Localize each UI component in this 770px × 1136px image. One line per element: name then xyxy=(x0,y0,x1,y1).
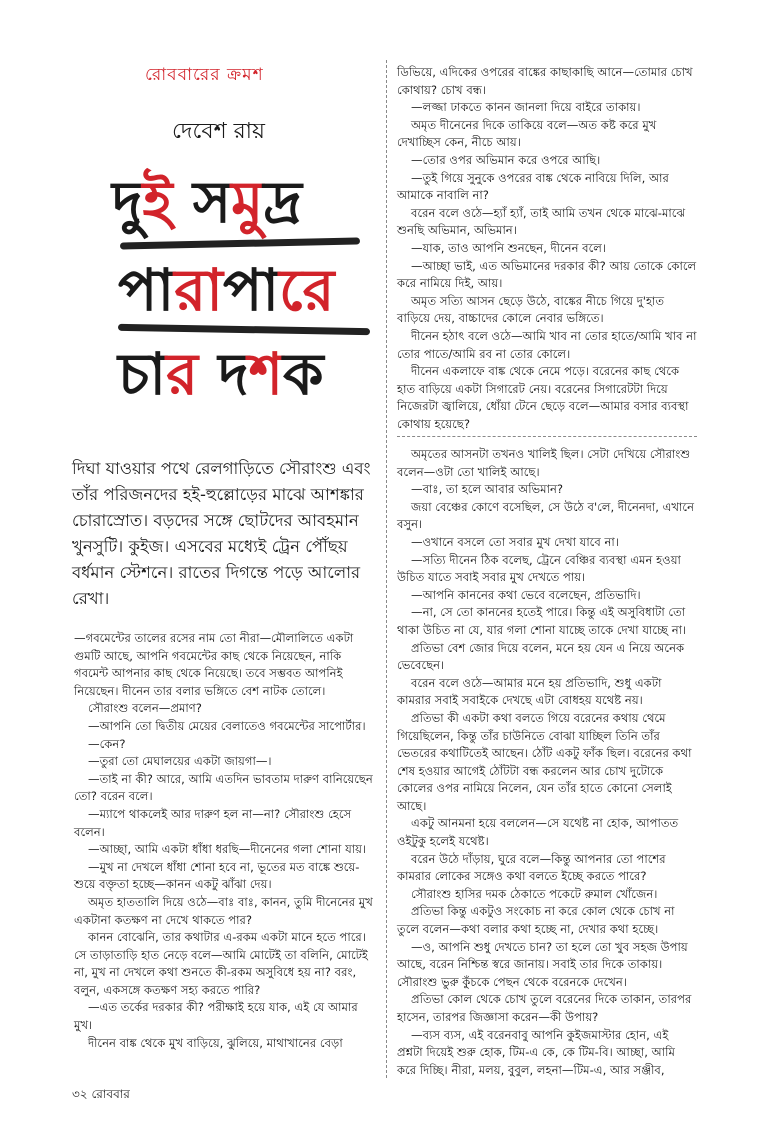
headline-line3-segment: র xyxy=(166,340,199,408)
paragraph: —আপনি কাননের কথা ভেবে বলেছেন, প্রতিভাদি। xyxy=(411,587,641,602)
left-column xyxy=(74,630,374,1052)
paragraph: জয়া বেঞ্চের কোণে বসেছিল, সে উঠে ব'লে, দীনেনদা, এখানে বসুন। xyxy=(397,499,694,532)
headline-line2-segment: পা xyxy=(222,256,280,324)
headline-line1-segment: দু xyxy=(112,168,143,236)
paragraph: —কেন? xyxy=(88,736,126,751)
paragraph: দীনেন একলাফে বাঙ্ক থেকে নেমে পড়ে। বরেনের কাছ থেকে হাত বাড়িয়ে একটা সিগারেট নেয়। বরেনের সিগারেটটা দিয়ে নিজেরটা জ্বালিয়ে, ধোঁয়া টেনে ছেড়ে বলে—আমার বসার ব্যবস্থা কোথায় হয়েছে? xyxy=(397,364,689,431)
headline-line-1 xyxy=(112,158,302,255)
section-divider xyxy=(397,436,697,437)
paragraph: —তুই গিয়ে সুনুকে ওপরের বাঙ্ক থেকে নাবিয়ে দিলি, আর আমাকে নাবালি না? xyxy=(397,170,669,203)
headline-line2-segment: পা xyxy=(118,256,175,324)
paragraph: প্রতিভা কী একটা কথা বলতে গিয়ে বরেনের কথায় থেমে গিয়েছিলেন, কিন্তু তাঁর চাউনিতে বোঝা যাচ্ছিল তিনি তাঁর ভেতরের কথাটিতেই আছেন। ঠোঁট একটু ফাঁক ছিল। বরেনের কথা শেষ হওয়ার আগেই ঠোঁটটা বন্ধ করলেন আর চোখ দুটোকে কোলের ওপর নামিয়ে নিলেন, যেন তাঁর হাতে কোনো সেলাই আছে। xyxy=(397,710,692,813)
right-column-top xyxy=(397,64,697,433)
headline-line2-segment: রা xyxy=(174,256,223,324)
paragraph: —আপনি তো দ্বিতীয় মেয়ের বেলাতেও গবমেন্টের সাপোর্টার। xyxy=(88,718,366,733)
paragraph: —ব্যস ব্যস, এই বরেনবাবু আপনি কুইজমাস্টার হোন, এই প্রশ্নটা দিয়েই শুরু হোক, টিম-এ কে, কে টিম-বি। আচ্ছা, আমি করে দিচ্ছি। নীরা, মলয়, বুবুল, লহনা—টিম-এ, আর সঞ্জীব, xyxy=(397,1027,675,1077)
page-number: ৩২ xyxy=(72,1087,88,1101)
paragraph: —এত তর্কের দরকার কী? পরীক্ষাই হয়ে যাক, এই যে আমার মুখ। xyxy=(74,1000,358,1033)
paragraph: বরেন বলে ওঠে—হ্যাঁ হ্যাঁ, তাই আমি তখন থেকে মাঝে-মাঝে শুনছি অভিমান, অভিমান। xyxy=(397,205,686,238)
headline-line3-segment: দ xyxy=(198,340,249,408)
paragraph: —গবমেন্টের তালের রসের নাম তো নীরা—মৌলালিতে একটা গুমটি আছে, আপনি গবমেন্টের কাছ থেকে নিয়েছেন, নাকি গবমেন্ট আপনার কাছ থেকে নিয়েছে। তবে সম্ভবত আপনিই নিয়েছেন। দীনেন তার বলার ভঙ্গিতে বেশ নাটক তোলে। xyxy=(74,631,354,698)
paragraph: —ও, আপনি শুধু দেখতে চান? তা হলে তো খুব সহজ উপায় আছে, বরেন নিশ্চিন্ত স্বরে জানায়। সবাই তার দিকে তাকায়। সৌরাংশু ভুরু কুঁচকে পেছন থেকে বরেনকে দেখেন। xyxy=(397,939,688,989)
paragraph: দীনেন বাঙ্ক থেকে মুখ বাড়িয়ে, ঝুলিয়ে, মাথাখানের বেড়া xyxy=(88,1035,343,1050)
paragraph: কানন বোঝেনি, তার কথাটার এ-রকম একটা মানে হতে পারে। সে তাড়াতাড়ি হাত নেড়ে বলে—আমি মোটেই তা বলিনি, মোটেই না, মুখ না দেখলে কথা শুনতে কী-রকম অসুবিধে হয় না? বরং, বলুন, একসঙ্গে কতক্ষণ সহ্য করতে পারি? xyxy=(74,930,368,997)
paragraph: —লজ্জা ঢাকতে কানন জানলা দিয়ে বাইরে তাকায়। xyxy=(411,100,641,115)
paragraph: সৌরাংশু বলেন—প্রমাণ? xyxy=(88,701,202,716)
paragraph: বরেন বলে ওঠে—আমার মনে হয় প্রতিভাদি, শুধু একটা কামরার সবাই সবাইকে দেখছে এটা বোধহয় যথেষ্ট নয়। xyxy=(397,675,662,708)
paragraph: অমৃত সত্যি আসন ছেড়ে উঠে, বাঙ্কের নীচে গিয়ে দু'হাত বাড়িয়ে দেয়, বাচ্চাদের কোলে নেবার ভঙ্গিতে। xyxy=(397,293,665,326)
paragraph: —বাঃ, তা হলে আবার অভিমান? xyxy=(411,482,564,497)
paragraph: প্রতিভা কিন্তু একটুও সংকোচ না করে কোল থেকে চোখ না তুলে বলেন—কথা বলার কথা হচ্ছে না, দেখার কথা হচ্ছে। xyxy=(397,904,675,937)
paragraph: —আচ্ছা ভাই, এত অভিমানের দরকার কী? আয় তোকে কোলে করে নামিয়ে দিই, আয়। xyxy=(397,258,697,291)
paragraph: প্রতিভা বেশ জোর দিয়ে বলেন, মনে হয় যেন এ নিয়ে অনেক ভেবেছেন। xyxy=(397,640,685,673)
headline-line-3 xyxy=(118,330,324,427)
paragraph: অমৃতের আসনটা তখনও খালিই ছিল। সেটা দেখিয়ে সৌরাংশু বলেন—ওটা তো খালিই আছে। xyxy=(397,447,691,479)
paragraph: —যাক, তাও আপনি শুনছেন, দীনেন বলে। xyxy=(411,240,607,255)
paragraph: অমৃত হাততালি দিয়ে ওঠে—বাঃ বাঃ, কানন, তুমি দীনেনের মুখ একটানা কতক্ষণ না দেখে থাকতে পার? xyxy=(74,894,373,927)
column-divider xyxy=(386,60,387,1078)
headline-line1-segment: ই xyxy=(142,168,173,236)
headline-line3-segment: চা xyxy=(118,340,167,408)
paragraph: দীনেন হঠাৎ বলে ওঠে—আমি খাব না তোর হাতে/আমি খাব না তোর পাতে/আমি রব না তোর কোলে। xyxy=(397,328,697,361)
paragraph: —সত্যি দীনেন ঠিক বলেছ, ট্রেনে বেঞ্চির ব্যবস্থা এমন হওয়া উচিত যাতে সবাই সবার মুখ দেখতে পায়। xyxy=(397,552,681,585)
headline-line2-segment: রে xyxy=(279,256,335,324)
intro-blurb: দিঘা যাওয়ার পথে রেলগাড়িতে সৌরাংশু এবং তাঁর পরিজনদের হই-হুল্লোড়ের মাঝে আশঙ্কার চোরাস্রোত। বড়দের সঙ্গে ছোটদের আবহমান খুনসুটি। কুইজ। এসবের মধ্যেই ট্রেন পৌঁছয় বর্ধমান স্টেশনে। রাতের দিগন্তে পড়ে আলোর রেখা। xyxy=(72,459,371,608)
paragraph: —তোর ওপর অভিমান করে ওপরে আছি। xyxy=(411,152,601,167)
headline-line3-segment: ক xyxy=(283,340,324,408)
paragraph: —তুরা তো মেঘালয়ের একটা জায়গা—। xyxy=(88,754,272,769)
paragraph: —তাই না কী? আরে, আমি এতদিন ভাবতাম দারুণ বানিয়েছেন তো? বরেন বলে। xyxy=(74,771,373,804)
paragraph: —ওখানে বসলে তো সবার মুখ দেখা যাবে না। xyxy=(411,534,619,549)
headline-line1-segment: দ্র xyxy=(263,168,302,236)
paragraph: অমৃত দীনেনের দিকে তাকিয়ে বলে—অত কষ্ট করে মুখ দেখাচ্ছিস কেন, নীচে আয়। xyxy=(397,117,657,150)
right-column-bottom xyxy=(397,446,697,1079)
paragraph: —আচ্ছা, আমি একটা ধাঁধা ধরছি—দীনেনের গলা শোনা যায়। xyxy=(88,842,367,857)
serial-label: রোববারের ক্রমশ xyxy=(145,65,264,85)
headline-line1-segment: মু xyxy=(231,168,264,236)
paragraph: একটু আনমনা হয়ে বললেন—সে যথেষ্ট না হোক, আপাতত ওইটুকু হলেই যথেষ্ট। xyxy=(397,816,679,849)
headline-line-2 xyxy=(118,246,334,343)
headline-line3-segment: শ xyxy=(248,340,284,408)
paragraph: ডিভিয়ে, এদিকের ওপরের বাঙ্কের কাছাকাছি আনে—তোমার চোখ কোথায়? চোখ বন্ধ। xyxy=(397,65,693,97)
paragraph: —মুখ না দেখলে ধাঁধা শোনা হবে না, ভূতের মত বাঙ্কে শুয়ে-শুয়ে বক্তৃতা হচ্ছে—কানন একটু ঝাঁঝা দেয়। xyxy=(74,859,360,892)
paragraph: —না, সে তো কাননের হতেই পারে। কিন্তু এই অসুবিধাটা তো থাকা উচিত না যে, যার গলা শোনা যাচ্ছে তাকে দেখা যাচ্ছে না। xyxy=(397,605,687,637)
paragraph: প্রতিভা কোল থেকে চোখ তুলে বরেনের দিকে তাকান, তারপর হাসেন, তারপর জিজ্ঞাসা করেন—কী উপায়? xyxy=(397,992,692,1024)
page-footer xyxy=(72,1086,130,1106)
magazine-name: রোববার xyxy=(91,1087,130,1101)
headline-line1-segment: স xyxy=(172,168,232,236)
paragraph: সৌরাংশু হাসির দমক ঠেকাতে পকেটে রুমাল খোঁজেন। xyxy=(411,886,658,901)
author-name: দেবেশ রায় xyxy=(172,119,266,144)
paragraph: বরেন উঠে দাঁড়ায়, ঘুরে বলে—কিন্তু আপনার তো পাশের কামরার লোকের সঙ্গেও কথা বলতে ইচ্ছে করতে পারে? xyxy=(397,851,666,884)
paragraph: —ম্যাপে থাকলেই আর দারুণ হল না—না? সৌরাংশু হেসে বলেন। xyxy=(74,806,352,839)
